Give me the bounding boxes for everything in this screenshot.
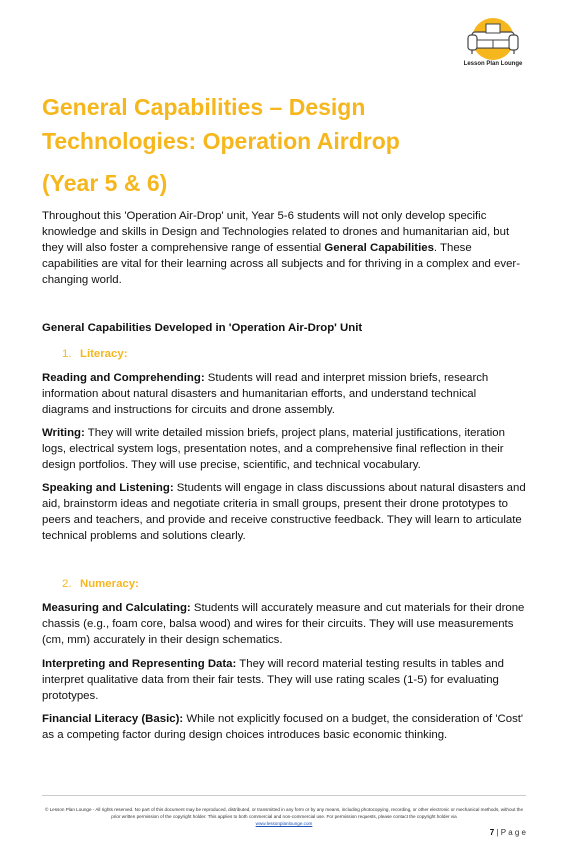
- numeracy-item-data: [42, 656, 526, 704]
- numeracy-item-data-text: They will record material testing results in tables and interpret qualitative data from their fair tests. They will use rating scales (1-5) for evaluating prototypes.: [42, 658, 504, 702]
- logo-text: Lesson Plan Lounge: [463, 61, 523, 67]
- page-number-value: 7: [489, 828, 495, 837]
- numeracy-label: Numeracy:: [80, 578, 139, 590]
- literacy-item-reading-text: Students will read and interpret mission briefs, research information about natural disasters and humanitarian efforts, and understand technical diagrams and instructions for circuits and drone assembly.: [42, 372, 489, 416]
- literacy-item-reading: [42, 370, 526, 418]
- literacy-heading: [62, 346, 127, 362]
- page-title-line-1: General Capabilities – Design: [42, 94, 366, 120]
- footer-copyright-text: © Lesson Plan Lounge - All rights reserved. No part of this document may be reproduced, distributed, or transmitted in any form or by any means, including photocopying, recording, or other electronic or mechanical methods, without the prior written permission of the copyright holder. This applies to both commercial and non-commercial use. For permission requests, please contact the copyright holder via: [44, 807, 524, 819]
- numeracy-item-financial: [42, 711, 526, 743]
- footer-website-link[interactable]: www.lessonplanlounge.com: [255, 821, 313, 826]
- footer-copyright: [42, 806, 526, 827]
- numeracy-item-financial-text: While not explicitly focused on a budget, the consideration of 'Cost' as a competing factor during design choices introduces basic economic thinking.: [42, 713, 524, 741]
- page-number: [490, 828, 526, 837]
- literacy-item-writing-lead: Writing:: [42, 427, 85, 439]
- numeracy-heading: [62, 576, 139, 592]
- page-title: [42, 90, 522, 158]
- numeracy-item-measuring-lead: Measuring and Calculating:: [42, 602, 191, 614]
- literacy-item-speaking-text: Students will engage in class discussions about natural disasters and aid, brainstorm ideas and negotiate criteria in small groups, present their drone prototypes to peers and teachers, and provide and receive constructive feedback. They will learn to articulate technical problems and solutions clearly.: [42, 482, 526, 542]
- numeracy-item-financial-lead: Financial Literacy (Basic):: [42, 713, 184, 725]
- literacy-number: 1.: [62, 348, 72, 360]
- numeracy-item-measuring-text: Students will accurately measure and cut materials for their drone chassis (e.g., foam core, balsa wood) and wires for their circuits. They will use measurements (cm, mm) accurately in their design schematics.: [42, 602, 525, 646]
- literacy-item-speaking: [42, 480, 526, 544]
- footer-divider: [42, 795, 526, 796]
- intro-paragraph: [42, 208, 526, 288]
- section-heading: General Capabilities Developed in 'Operation Air-Drop' Unit: [42, 322, 363, 334]
- numeracy-item-data-lead: Interpreting and Representing Data:: [42, 658, 237, 670]
- numeracy-number: 2.: [62, 578, 72, 590]
- logo: [460, 18, 526, 74]
- literacy-item-writing-text: They will write detailed mission briefs, project plans, material justifications, iteration logs, electrical system logs, presentation notes, and a comprehensive final reflection in their design portfolios. They will use precise, scientific, and technical vocabulary.: [42, 427, 505, 471]
- page-title-line-2: Technologies: Operation Airdrop: [42, 128, 400, 154]
- page-subtitle: (Year 5 & 6): [42, 170, 168, 196]
- numeracy-item-measuring: [42, 600, 526, 648]
- intro-bold-text: General Capabilities: [324, 242, 434, 254]
- intro-text-before: Throughout this 'Operation Air-Drop' unit, Year 5-6 students will not only develop specific knowledge and skills in Design and Technologies related to drones and humanitarian aid, but they will also foster a comprehensive range of essential: [42, 210, 510, 254]
- literacy-item-reading-lead: Reading and Comprehending:: [42, 372, 205, 384]
- literacy-label: Literacy:: [80, 348, 128, 360]
- literacy-item-writing: [42, 425, 526, 473]
- page-number-label: | P a g e: [496, 828, 526, 837]
- sofa-logo-icon: [464, 18, 522, 60]
- intro-text-after: . These capabilities are vital for their learning across all subjects and for thriving in a complex and ever-changing world.: [42, 242, 521, 286]
- literacy-item-speaking-lead: Speaking and Listening:: [42, 482, 174, 494]
